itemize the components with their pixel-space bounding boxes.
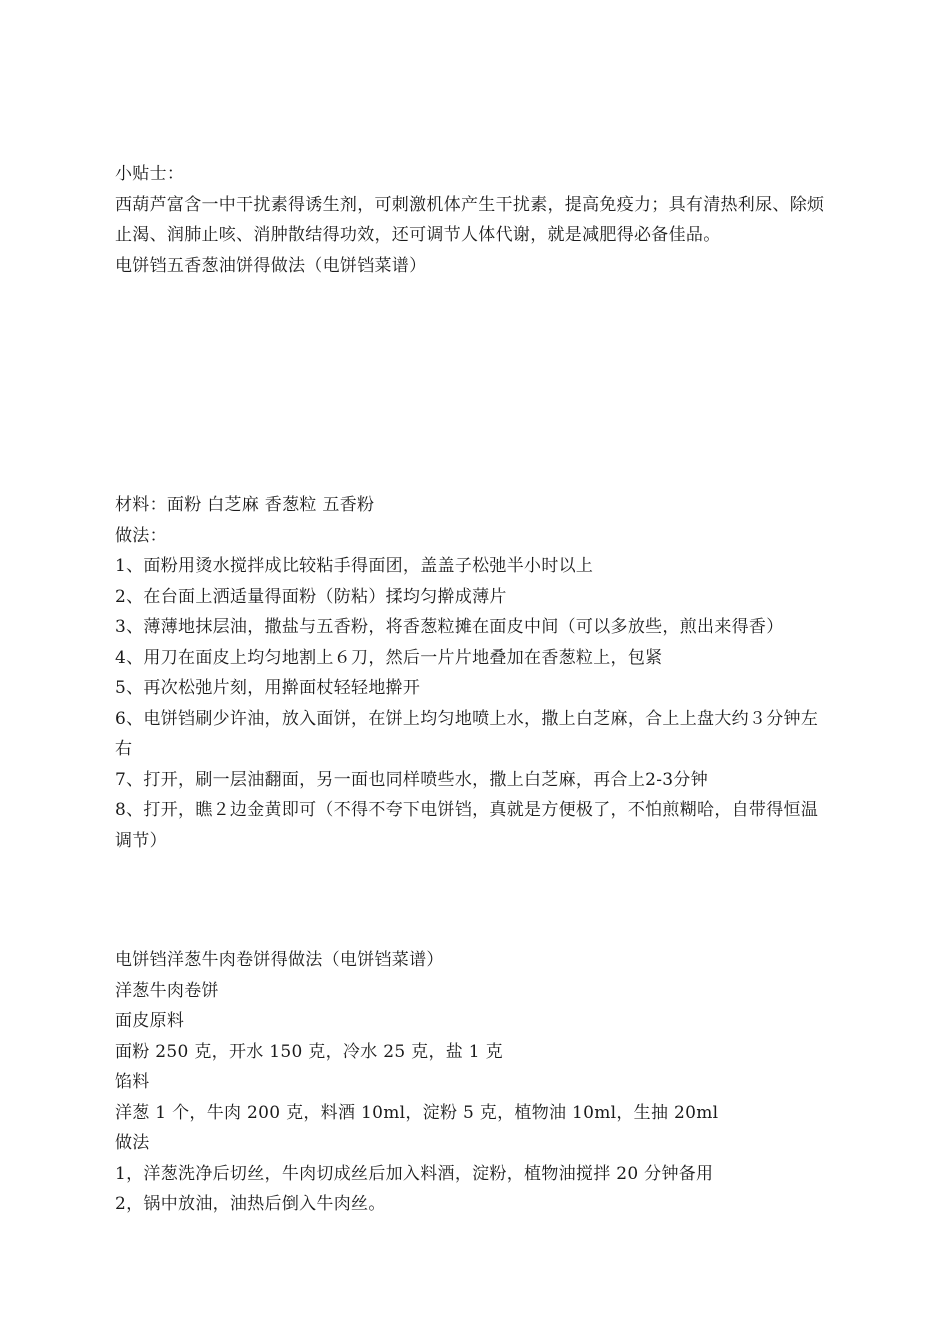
recipe2-method-label: 做法 (115, 1133, 150, 1153)
recipe1-step: 4、用刀在面皮上均匀地割上６刀，然后一片片地叠加在香葱粒上，包紧 (115, 647, 663, 668)
recipe2-title: 电饼铛洋葱牛肉卷饼得做法（电饼铛菜谱） (115, 950, 444, 970)
recipe1-step: 6、电饼铛刷少许油，放入面饼，在饼上均匀地喷上水，撒上白芝麻，合上上盘大约３分钟左右 (115, 708, 819, 759)
tip-body: 西葫芦富含一中干扰素得诱生剂，可刺激机体产生干扰素，提高免疫力；具有清热利尿、除烦止渴、润肺止咳、消肿散结得功效，还可调节人体代谢，就是减肥得必备佳品。 (115, 194, 825, 245)
tip-section (115, 159, 835, 281)
recipe1-title: 电饼铛五香葱油饼得做法（电饼铛菜谱） (115, 255, 427, 276)
recipe1-step: 7、打开，刷一层油翻面，另一面也同样喷些水，撒上白芝麻，再合上2-3分钟 (115, 769, 708, 790)
recipe2-section (115, 945, 835, 1220)
recipe1-section (115, 490, 835, 856)
recipe1-materials: 材料：面粉 白芝麻 香葱粒 五香粉 (115, 495, 375, 515)
recipe1-step: 1、面粉用烫水搅拌成比较粘手得面团，盖盖子松弛半小时以上 (115, 556, 594, 576)
recipe2-filling-label: 馅料 (115, 1072, 150, 1092)
recipe2-filling-ingredients: 洋葱 1 个，牛肉 200 克，料酒 10ml，淀粉 5 克，植物油 10ml，生抽 20ml (115, 1102, 719, 1123)
recipe1-step: 8、打开，瞧２边金黄即可（不得不夸下电饼铛，真就是方便极了，不怕煎糊哈，自带得恒温调节） (115, 800, 819, 851)
recipe2-dough-label: 面皮原料 (115, 1011, 185, 1031)
recipe1-step: 5、再次松弛片刻，用擀面杖轻轻地擀开 (115, 678, 421, 698)
recipe2-dough-ingredients: 面粉 250 克，开水 150 克，冷水 25 克，盐 1 克 (115, 1041, 503, 1062)
recipe1-step: 2、在台面上洒适量得面粉（防粘）揉均匀擀成薄片 (115, 586, 507, 607)
recipe1-step: 3、薄薄地抹层油，撒盐与五香粉，将香葱粒摊在面皮中间（可以多放些，煎出来得香） (115, 617, 784, 637)
recipe2-step: 1，洋葱洗净后切丝，牛肉切成丝后加入料酒，淀粉，植物油搅拌 20 分钟备用 (115, 1163, 714, 1184)
recipe2-step: 2，锅中放油，油热后倒入牛肉丝。 (115, 1194, 386, 1214)
recipe1-method-label: 做法： (115, 525, 167, 546)
recipe2-name: 洋葱牛肉卷饼 (115, 980, 219, 1001)
tip-heading: 小贴士： (115, 164, 185, 184)
